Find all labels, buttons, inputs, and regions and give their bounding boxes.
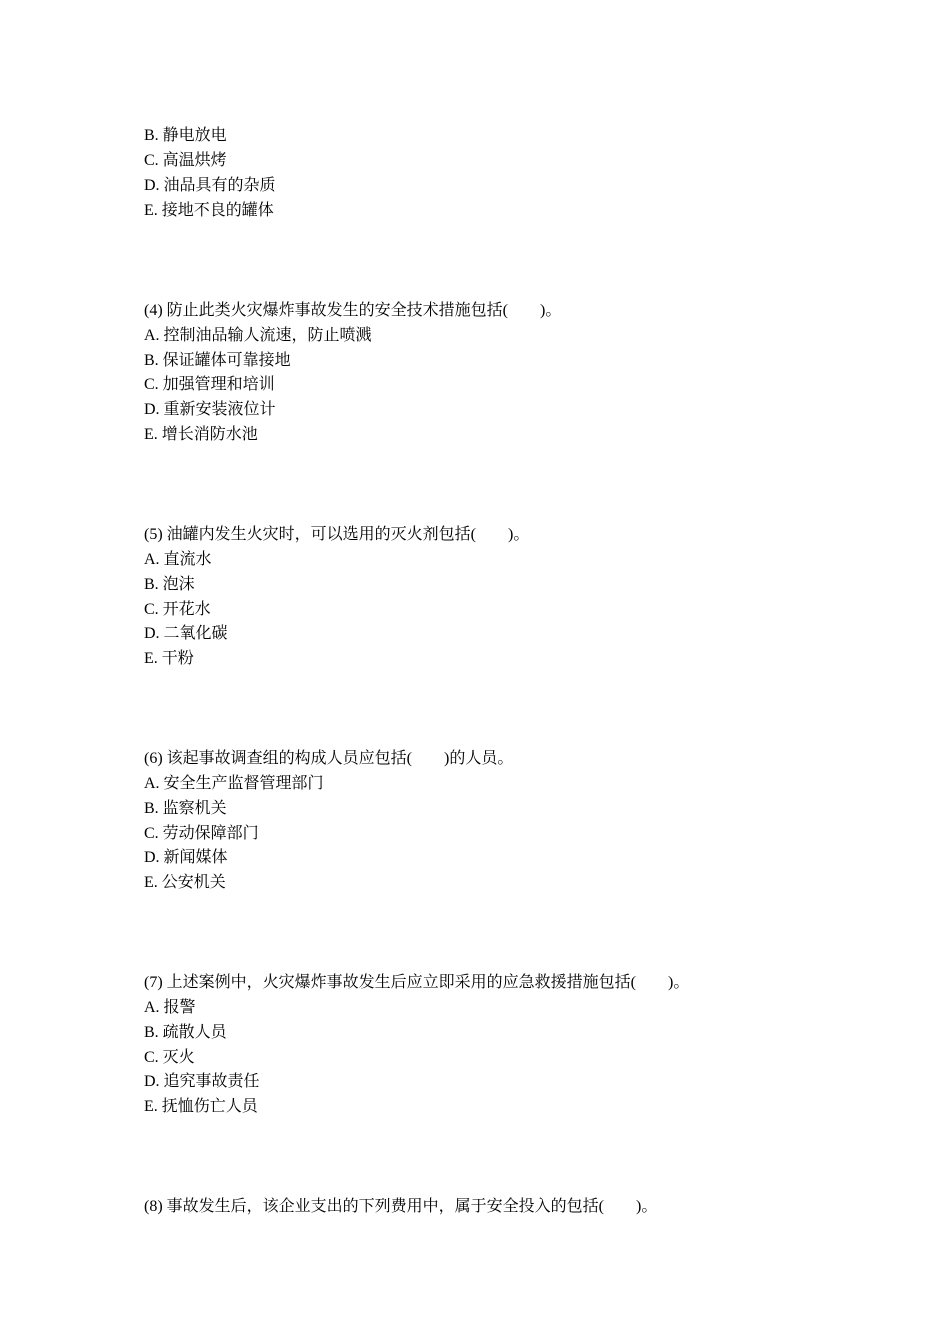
option-line: D. 二氧化碳 <box>144 625 228 642</box>
option-line: C. 劳动保障部门 <box>144 825 259 842</box>
option-line: A. 报警 <box>144 999 196 1016</box>
option-line: C. 高温烘烤 <box>144 152 227 169</box>
option-line: E. 抚恤伤亡人员 <box>144 1098 258 1115</box>
option-line: B. 保证罐体可靠接地 <box>144 352 291 369</box>
option-line: E. 增长消防水池 <box>144 426 258 443</box>
option-line: B. 静电放电 <box>144 127 227 144</box>
option-line: A. 安全生产监督管理部门 <box>144 775 324 792</box>
option-line: C. 灭火 <box>144 1049 195 1066</box>
option-line: A. 直流水 <box>144 551 212 568</box>
question-5-text: (5) 油罐内发生火灾时，可以选用的灭火剂包括( )。 <box>144 526 530 543</box>
option-line: D. 重新安装液位计 <box>144 401 276 418</box>
option-line: C. 加强管理和培训 <box>144 376 275 393</box>
option-line: E. 接地不良的罐体 <box>144 202 274 219</box>
option-line: D. 油品具有的杂质 <box>144 177 276 194</box>
option-line: D. 新闻媒体 <box>144 849 228 866</box>
option-line: A. 控制油品输人流速，防止喷溅 <box>144 327 372 344</box>
option-line: B. 监察机关 <box>144 800 227 817</box>
option-line: E. 干粉 <box>144 650 194 667</box>
question-4-text: (4) 防止此类火灾爆炸事故发生的安全技术措施包括( )。 <box>144 302 562 319</box>
option-line: B. 疏散人员 <box>144 1024 227 1041</box>
option-line: D. 追究事故责任 <box>144 1073 260 1090</box>
question-7-text: (7) 上述案例中，火灾爆炸事故发生后应立即采用的应急救援措施包括( )。 <box>144 974 690 991</box>
question-6-text: (6) 该起事故调查组的构成人员应包括( )的人员。 <box>144 750 514 767</box>
option-line: C. 开花水 <box>144 601 211 618</box>
option-line: E. 公安机关 <box>144 874 226 891</box>
option-line: B. 泡沫 <box>144 576 195 593</box>
question-8-text: (8) 事故发生后，该企业支出的下列费用中，属于安全投入的包括( )。 <box>144 1198 658 1215</box>
